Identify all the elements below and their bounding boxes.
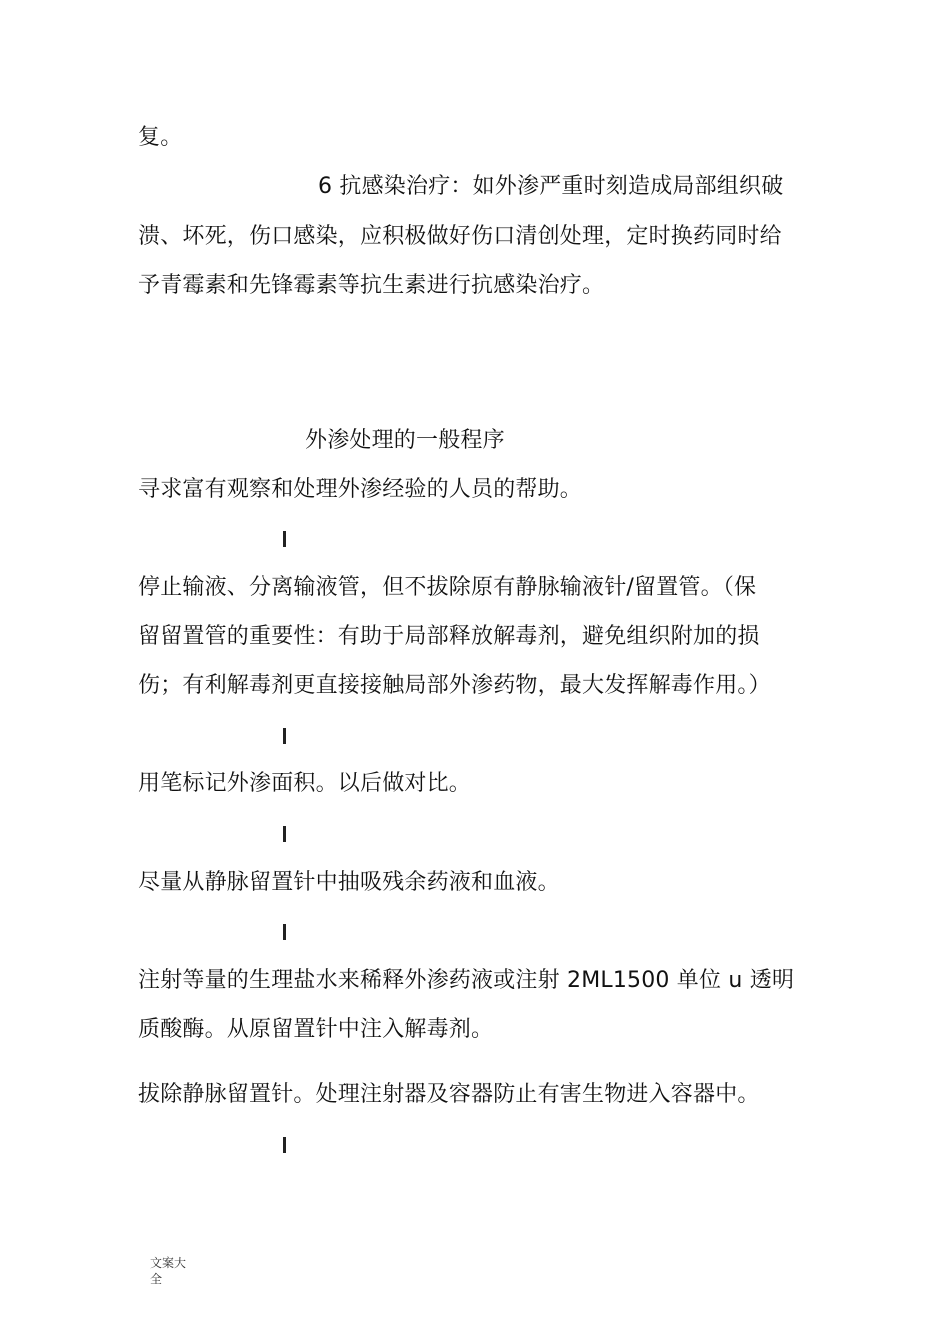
procedure-step: 停止输液、分离输液管，但不拔除原有静脉输液针/留置管。（保 bbox=[138, 575, 757, 600]
paragraph-line: 复。 bbox=[138, 125, 183, 150]
footer-text: 文案大 bbox=[150, 1256, 187, 1270]
flow-connector-icon bbox=[283, 924, 286, 940]
flow-connector-icon bbox=[283, 728, 286, 744]
paragraph-line: 予青霉素和先锋霉素等抗生素进行抗感染治疗。 bbox=[138, 273, 605, 298]
procedure-step: 寻求富有观察和处理外渗经验的人员的帮助。 bbox=[138, 477, 583, 502]
procedure-step: 尽量从静脉留置针中抽吸残余药液和血液。 bbox=[138, 870, 560, 895]
paragraph-line: 溃、坏死，伤口感染，应积极做好伤口清创处理，定时换药同时给 bbox=[138, 224, 782, 249]
paragraph-line: 6 抗感染治疗：如外渗严重时刻造成局部组织破 bbox=[318, 174, 784, 199]
flow-connector-icon bbox=[283, 1137, 286, 1153]
procedure-step: 留留置管的重要性：有助于局部释放解毒剂，避免组织附加的损 bbox=[138, 624, 760, 649]
procedure-step: 质酸酶。从原留置针中注入解毒剂。 bbox=[138, 1017, 494, 1042]
flow-connector-icon bbox=[283, 531, 286, 547]
section-title: 外渗处理的一般程序 bbox=[305, 428, 505, 453]
procedure-step: 拔除静脉留置针。处理注射器及容器防止有害生物进入容器中。 bbox=[138, 1082, 760, 1107]
procedure-step: 用笔标记外渗面积。以后做对比。 bbox=[138, 771, 472, 796]
footer-text: 全 bbox=[150, 1272, 163, 1286]
procedure-step: 注射等量的生理盐水来稀释外渗药液或注射 2ML1500 单位 u 透明 bbox=[138, 968, 795, 993]
procedure-step: 伤；有利解毒剂更直接接触局部外渗药物，最大发挥解毒作用。） bbox=[138, 673, 771, 698]
flow-connector-icon bbox=[283, 826, 286, 842]
